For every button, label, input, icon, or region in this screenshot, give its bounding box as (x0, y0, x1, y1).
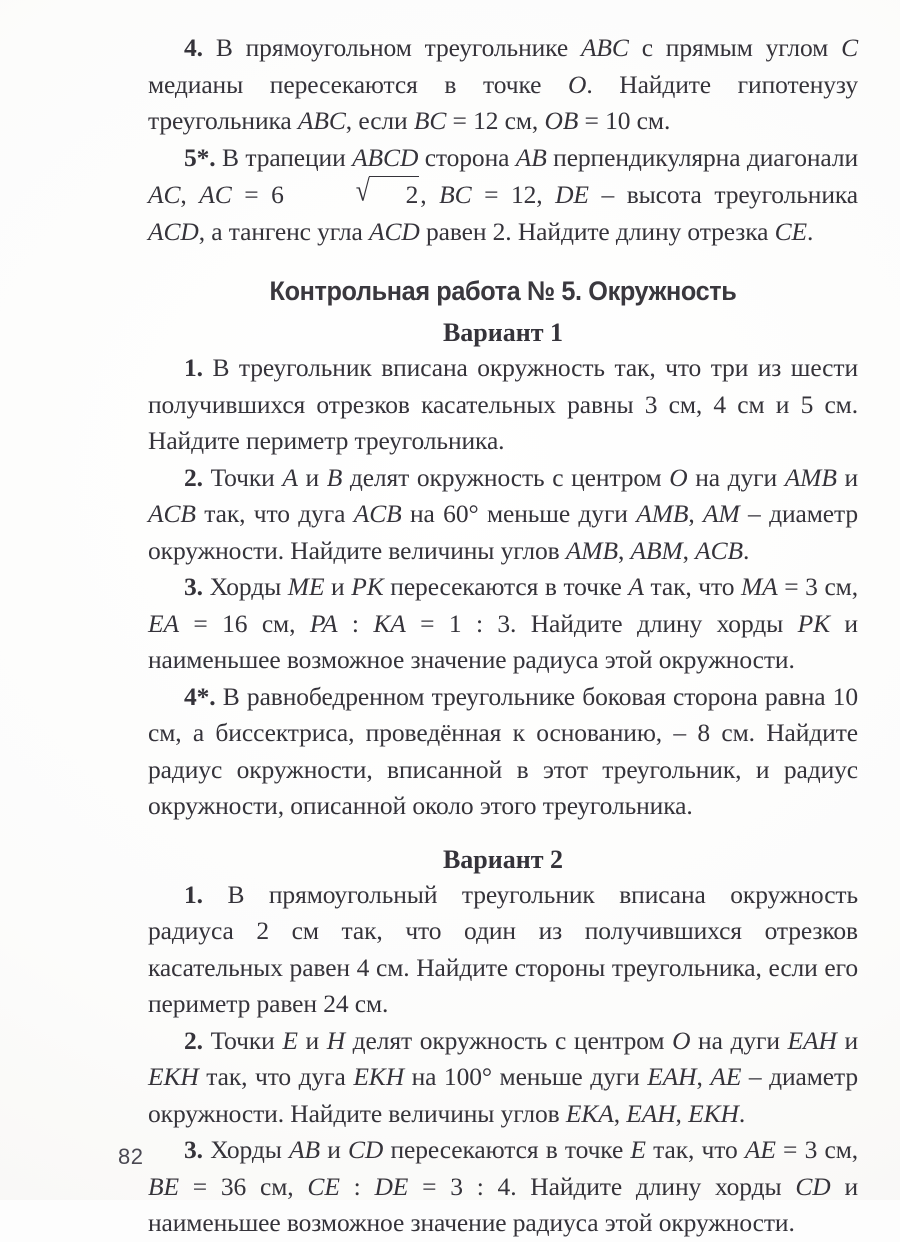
variant-title: Вариант 1 (442, 318, 564, 347)
problem-paragraph (148, 30, 858, 140)
problem-number: 5*. (184, 142, 216, 172)
problem-text: В трапеции ABCD сторона AB перпендикулярна диагонали AC, AC = 6 √ 2, BC = 12, DE – высота треугольника ACD, а тангенс угла ACD равен 2. Найдите длину отрезка CE. (148, 142, 859, 246)
section-heading: Контрольная работа № 5. Окружность (269, 276, 737, 306)
problem-paragraph (148, 350, 858, 460)
problem-paragraph (148, 679, 858, 825)
problem-text: Хорды ME и PK пересекаются в точке A так, что MA = 3 см, EA = 16 см, PA : KA = 1 : 3. Найдите длину хорды PK и наименьшее возможное значение радиуса этой окружности. (148, 572, 858, 674)
variant-title: Вариант 2 (442, 844, 564, 874)
problem-number: 3. (184, 1135, 203, 1164)
problem-text: В треугольник вписана окружность так, что три из шести получившихся отрезков касательных равны 3 см, 4 см и 5 см. Найдите периметр треугольника. (148, 353, 858, 455)
problem-text: В прямоугольный треугольник вписана окружность радиуса 2 см так, что один из получившихся отрезков касательных равен 4 см. Найдите стороны треугольника, если его периметр равен 24 см. (148, 879, 858, 1018)
problem-number: 2. (184, 462, 203, 492)
problem-paragraph (148, 569, 858, 679)
problem-number: 2. (184, 1025, 203, 1055)
page-content (148, 30, 858, 1242)
problem-paragraph (148, 1023, 858, 1133)
problem-paragraph (148, 140, 858, 251)
problem-number: 1. (184, 879, 203, 909)
problem-text: Точки A и B делят окружность с центром O на дуги AMB и ACB так, что дуга ACB на 60° меньше дуги AMB, AM – диаметр окружности. Найдите величины углов AMB, ABM, ACB. (148, 462, 859, 565)
problem-text: В равнобедренном треугольнике боковая сторона равна 10 см, а биссектриса, проведённая к основанию, – 8 см. Найдите радиус окружности, вписанной в этот треугольник, и радиус окружности, описанной около этого треугольника. (148, 681, 858, 820)
problem-number: 3. (184, 572, 203, 601)
problem-paragraph (148, 1132, 858, 1242)
problem-paragraph (148, 877, 858, 1023)
problem-text: В прямоугольном треугольнике ABC с прямым углом C медианы пересекаются в точке O. Найдите гипотенузу треугольника ABC, если BC = 12 см, OB = 10 см. (148, 33, 858, 135)
problem-text: Точки E и H делят окружность с центром O на дуги EAH и EKH так, что дуга EKH на 100° меньше дуги EAH, AE – диаметр окружности. Найдите величины углов EKA, EAH, EKH. (148, 1025, 859, 1128)
problem-number: 4. (184, 33, 203, 62)
problem-number: 1. (184, 353, 203, 382)
problem-paragraph (148, 460, 858, 570)
page-number: 82 (118, 1144, 144, 1169)
problem-number: 4*. (184, 681, 216, 711)
problem-text: Хорды AB и CD пересекаются в точке E так, что AE = 3 см, BE = 36 см, CE : DE = 3 : 4. Найдите длину хорды CD и наименьшее возможное значение радиуса этой окружности. (148, 1135, 859, 1237)
